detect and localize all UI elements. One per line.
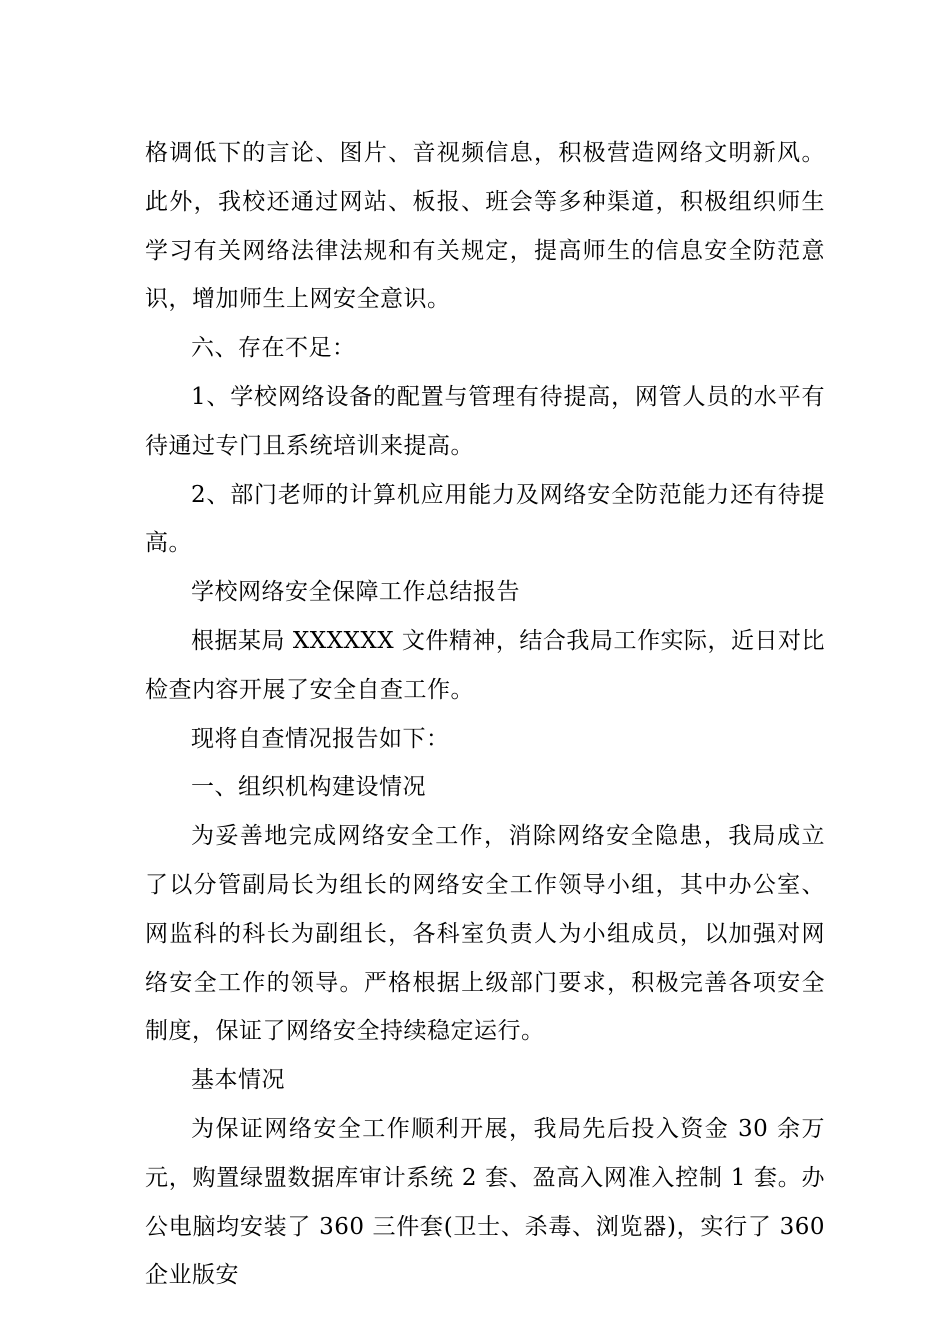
paragraph: 根据某局 XXXXXX 文件精神，结合我局工作实际，近日对比检查内容开展了安全自查工作。 xyxy=(145,627,825,703)
section-heading-deficiencies: 六、存在不足： xyxy=(191,335,356,362)
paragraph: 现将自查情况报告如下： xyxy=(191,725,450,752)
report-title: 学校网络安全保障工作总结报告 xyxy=(191,579,520,606)
section-heading-organization: 一、组织机构建设情况 xyxy=(191,774,426,801)
paragraph: 为妥善地完成网络安全工作，消除网络安全隐患，我局成立了以分管副局长为组长的网络安全工作领导小组，其中办公室、网监科的科长为副组长，各科室负责人为小组成员，以加强对网络安全工作的领导。严格根据上级部门要求，积极完善各项安全制度，保证了网络安全持续稳定运行。 xyxy=(145,823,825,1045)
paragraph: 为保证网络安全工作顺利开展，我局先后投入资金 30 余万元，购置绿盟数据库审计系统 2 套、盈高入网准入控制 1 套。办公电脑均安装了 360 三件套(卫士、杀毒、浏览器)，实行了 360 企业版安 xyxy=(145,1115,825,1289)
paragraph: 格调低下的言论、图片、音视频信息，积极营造网络文明新风。此外，我校还通过网站、板报、班会等多种渠道，积极组织师生学习有关网络法律法规和有关规定，提高师生的信息安全防范意识，增加师生上网安全意识。 xyxy=(145,140,825,313)
paragraph: 1、学校网络设备的配置与管理有待提高，网管人员的水平有待通过专门且系统培训来提高。 xyxy=(145,383,825,459)
document-body xyxy=(145,129,825,1300)
paragraph: 2、部门老师的计算机应用能力及网络安全防范能力还有待提高。 xyxy=(145,481,825,557)
section-heading-basic-info: 基本情况 xyxy=(191,1067,285,1094)
